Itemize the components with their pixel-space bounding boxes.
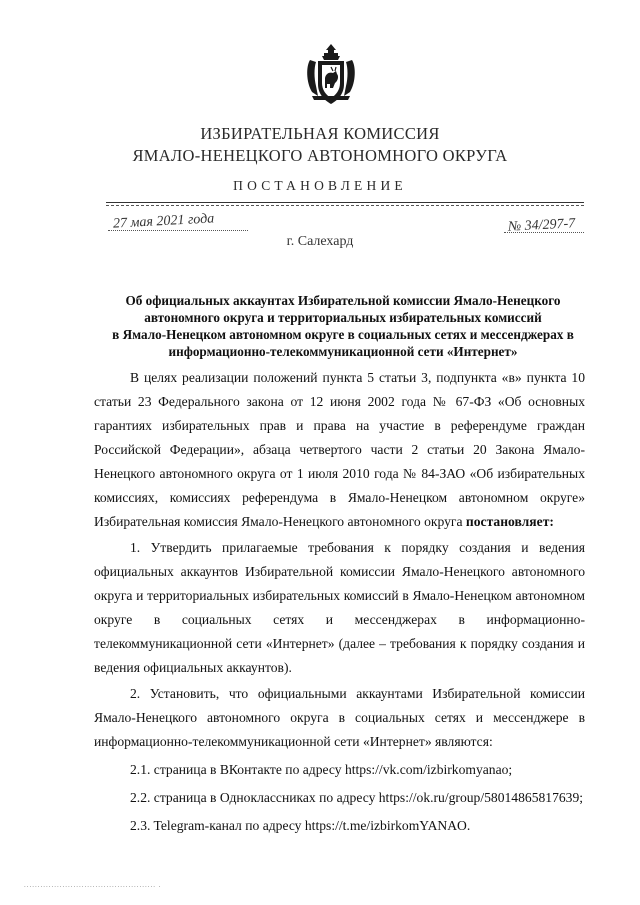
- city: г. Салехард: [286, 234, 354, 249]
- document-body: [94, 366, 585, 838]
- footer-marks: ................................................ .: [24, 881, 162, 889]
- document-title: [98, 292, 588, 360]
- organization-name-line1: ИЗБИРАТЕЛЬНАЯ КОМИССИЯ: [200, 124, 440, 143]
- item-2-2-ok-link: 2.2. страница в Одноклассниках по адресу https://ok.ru/group/58014865817639;: [130, 790, 584, 805]
- number-underline: [504, 232, 584, 233]
- document-date: 27 мая 2021 года: [112, 211, 215, 232]
- item-2-3-telegram-link: 2.3. Telegram-канал по адресу https://t.me/izbirkomYANAO.: [130, 818, 471, 833]
- document-number: № 34/297-7: [507, 216, 576, 235]
- title-line: Об официальных аккаунтах Избирательной комиссии Ямало-Ненецкого: [125, 293, 561, 308]
- title-line: в Ямало-Ненецком автономном округе в социальных сетях и мессенджерах в: [112, 327, 574, 342]
- preamble-paragraph: [94, 366, 585, 534]
- organization-name-line2: ЯМАЛО-НЕНЕЦКОГО АВТОНОМНОГО ОКРУГА: [132, 146, 508, 165]
- document-type: ПОСТАНОВЛЕНИЕ: [233, 178, 407, 193]
- title-line: автономного округа и территориальных избирательных комиссий: [144, 310, 542, 325]
- date-underline: [108, 230, 248, 231]
- title-line: информационно-телекоммуникационной сети «Интернет»: [168, 344, 518, 359]
- item-2-paragraph: 2. Установить, что официальными аккаунтами Избирательной комиссии Ямало-Ненецкого автономного округа в социальных сетях и мессенджере в информационно-телекоммуникационной сети «Интернет» являются:: [94, 686, 585, 749]
- item-1-paragraph: 1. Утвердить прилагаемые требования к порядку создания и ведения официальных аккаунтов Избирательной комиссии Ямало-Ненецкого автономного округа и территориальных избирательных комиссий в Ямало-Ненецком автономном округе в социальных сетях и мессенджерах в информационно-телекоммуникационной сети «Интернет» (далее – требования к порядку создания и ведения официальных аккаунтов).: [94, 540, 585, 675]
- item-2-1-vk-link: 2.1. страница в ВКонтакте по адресу https://vk.com/izbirkomyanao;: [130, 762, 513, 777]
- preamble-text: В целях реализации положений пункта 5 статьи 3, подпункта «в» пункта 10 статьи 23 Федерального закона от 12 июня 2002 года № 67-ФЗ «Об основных гарантиях избирательных прав и права на участие в референдуме граждан Российской Федерации», абзаца четвертого части 2 статьи 20 Закона Ямало-Ненецкого автономного округа от 1 июля 2010 года № 84-ЗАО «Об избирательных комиссиях, комиссиях референдума в Ямало-Ненецком автономном округе» Избирательная комиссия Ямало-Ненецкого автономного округа: [94, 370, 585, 529]
- resolution-keyword: постановляет:: [465, 514, 554, 529]
- header-divider: [106, 202, 584, 203]
- header-divider-dashed: [106, 205, 584, 206]
- coat-of-arms-icon: [300, 42, 362, 108]
